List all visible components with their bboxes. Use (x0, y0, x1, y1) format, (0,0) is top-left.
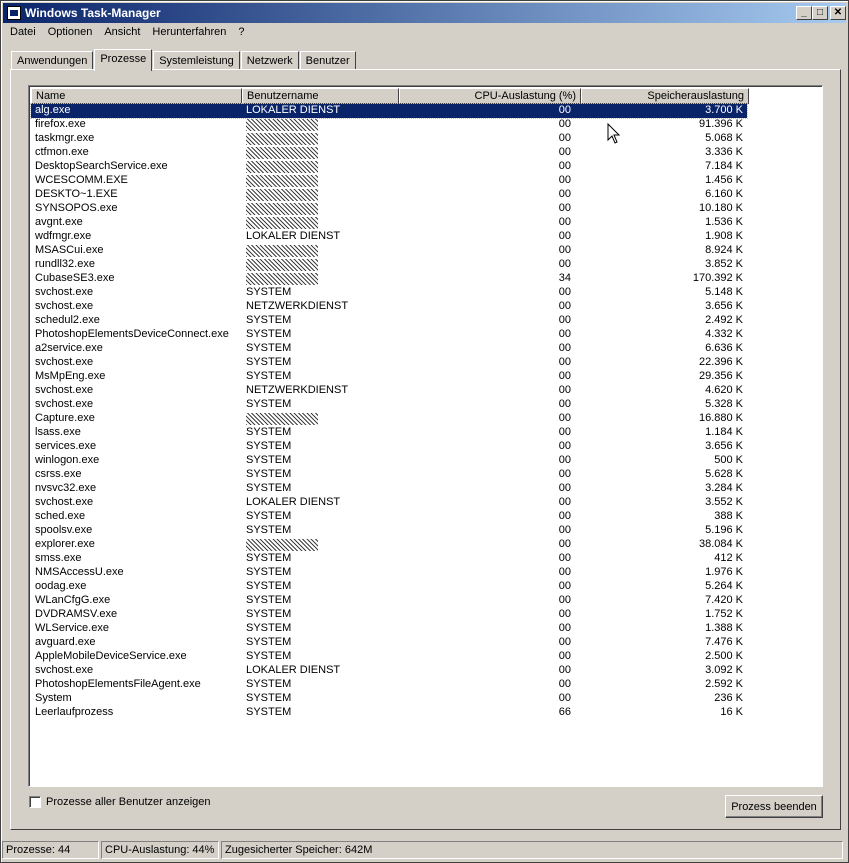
process-cpu: 00 (558, 118, 571, 130)
process-memory: 1.456 K (705, 174, 743, 186)
process-user: SYSTEM (246, 454, 292, 466)
tab-netzwerk[interactable]: Netzwerk (241, 51, 299, 70)
process-user: SYSTEM (246, 524, 292, 536)
process-name: svchost.exe (35, 664, 94, 676)
process-cpu: 00 (558, 608, 571, 620)
process-user: LOKALER DIENST (246, 104, 341, 116)
process-user: SYSTEM (246, 398, 292, 410)
process-user: SYSTEM (246, 706, 292, 718)
process-memory: 2.592 K (705, 678, 743, 690)
menu-bar (4, 25, 251, 42)
process-cpu: 34 (558, 272, 571, 284)
process-memory: 2.500 K (705, 650, 743, 662)
process-name: svchost.exe (35, 496, 94, 508)
process-cpu: 00 (558, 650, 571, 662)
process-name: PhotoshopElementsDeviceConnect.exe (35, 328, 229, 340)
process-name: smss.exe (35, 552, 82, 564)
process-user: SYSTEM (246, 636, 292, 648)
process-user: SYSTEM (246, 482, 292, 494)
process-cpu: 00 (558, 384, 571, 396)
process-memory: 6.636 K (705, 342, 743, 354)
app-icon (7, 6, 21, 20)
process-name: PhotoshopElementsFileAgent.exe (35, 678, 201, 690)
process-cpu: 00 (558, 510, 571, 522)
status-cpu-usage: CPU-Auslastung: 44% (101, 841, 219, 859)
process-name: AppleMobileDeviceService.exe (35, 650, 187, 662)
process-cpu: 00 (558, 692, 571, 704)
process-memory: 3.700 K (705, 104, 743, 116)
process-memory: 1.184 K (705, 426, 743, 438)
process-name: csrss.exe (35, 468, 82, 480)
process-memory: 388 K (714, 510, 743, 522)
process-user: SYSTEM (246, 426, 292, 438)
process-cpu: 00 (558, 426, 571, 438)
process-memory: 170.392 K (692, 272, 743, 284)
process-user: SYSTEM (246, 370, 292, 382)
processes-panel (10, 69, 841, 830)
process-memory: 1.976 K (705, 566, 743, 578)
process-memory: 8.924 K (705, 244, 743, 256)
close-button[interactable]: ✕ (830, 6, 846, 20)
process-user: SYSTEM (246, 314, 292, 326)
process-name: DVDRAMSV.exe (35, 608, 118, 620)
process-name: nvsvc32.exe (35, 482, 97, 494)
process-memory: 6.160 K (705, 188, 743, 200)
tab-systemleistung[interactable]: Systemleistung (153, 51, 240, 70)
process-cpu: 00 (558, 412, 571, 424)
process-cpu: 00 (558, 174, 571, 186)
process-name: ctfmon.exe (35, 146, 89, 158)
process-name: sched.exe (35, 510, 86, 522)
column-header-memory[interactable]: Speicherauslastung (581, 88, 749, 104)
process-user: LOKALER DIENST (246, 496, 341, 508)
process-user: SYSTEM (246, 510, 292, 522)
process-memory: 1.536 K (705, 216, 743, 228)
process-cpu: 00 (558, 314, 571, 326)
process-name: a2service.exe (35, 342, 103, 354)
status-bar (2, 841, 845, 860)
process-cpu: 00 (558, 538, 571, 550)
process-cpu: 00 (558, 454, 571, 466)
process-name: avguard.exe (35, 636, 96, 648)
process-cpu: 00 (558, 440, 571, 452)
window-title: Windows Task-Manager (25, 6, 161, 20)
process-memory: 3.336 K (705, 146, 743, 158)
process-name: NMSAccessU.exe (35, 566, 124, 578)
process-memory: 4.332 K (705, 328, 743, 340)
process-memory: 5.196 K (705, 524, 743, 536)
process-cpu: 00 (558, 678, 571, 690)
process-memory: 7.420 K (705, 594, 743, 606)
process-cpu: 00 (558, 216, 571, 228)
process-memory: 3.092 K (705, 664, 743, 676)
tab-strip (11, 49, 357, 69)
process-user: SYSTEM (246, 286, 292, 298)
show-all-users-label: Prozesse aller Benutzer anzeigen (46, 796, 211, 808)
process-memory: 3.852 K (705, 258, 743, 270)
process-user: SYSTEM (246, 342, 292, 354)
process-cpu: 00 (558, 328, 571, 340)
process-name: services.exe (35, 440, 97, 452)
process-memory: 1.752 K (705, 608, 743, 620)
process-memory: 3.552 K (705, 496, 743, 508)
process-cpu: 00 (558, 496, 571, 508)
process-name: System (35, 692, 72, 704)
process-cpu: 00 (558, 230, 571, 242)
process-user: LOKALER DIENST (246, 664, 341, 676)
column-header-cpu[interactable]: CPU-Auslastung (%) (399, 88, 581, 104)
process-user: SYSTEM (246, 468, 292, 480)
process-cpu: 00 (558, 132, 571, 144)
process-cpu: 66 (558, 706, 571, 718)
process-name: DesktopSearchService.exe (35, 160, 168, 172)
process-user: SYSTEM (246, 608, 292, 620)
process-memory: 4.620 K (705, 384, 743, 396)
process-user: SYSTEM (246, 692, 292, 704)
menu-datei[interactable]: Datei (10, 26, 36, 38)
process-cpu: 00 (558, 104, 571, 116)
process-cpu: 00 (558, 146, 571, 158)
process-memory: 38.084 K (698, 538, 743, 550)
process-user: SYSTEM (246, 594, 292, 606)
title-bar[interactable] (3, 3, 846, 23)
process-cpu: 00 (558, 524, 571, 536)
process-name: svchost.exe (35, 398, 94, 410)
tab-anwendungen[interactable]: Anwendungen (11, 51, 93, 70)
process-cpu: 00 (558, 580, 571, 592)
process-cpu: 00 (558, 482, 571, 494)
process-memory: 1.908 K (705, 230, 743, 242)
process-memory: 16 K (720, 706, 743, 718)
process-user: SYSTEM (246, 622, 292, 634)
process-cpu: 00 (558, 244, 571, 256)
process-cpu: 00 (558, 566, 571, 578)
process-memory: 412 K (714, 552, 743, 564)
process-memory: 236 K (714, 692, 743, 704)
column-header-name[interactable]: Name (31, 88, 242, 104)
process-name: wdfmgr.exe (35, 230, 92, 242)
process-memory: 5.148 K (705, 286, 743, 298)
process-name: DESKTO~1.EXE (35, 188, 118, 200)
process-cpu: 00 (558, 398, 571, 410)
end-process-button[interactable]: Prozess beenden (725, 795, 823, 818)
process-name: WLanCfgG.exe (35, 594, 111, 606)
process-memory: 3.656 K (705, 300, 743, 312)
process-name: oodag.exe (35, 580, 87, 592)
process-cpu: 00 (558, 636, 571, 648)
process-cpu: 00 (558, 370, 571, 382)
process-cpu: 00 (558, 300, 571, 312)
process-name: spoolsv.exe (35, 524, 93, 536)
process-memory: 91.396 K (698, 118, 743, 130)
tab-prozesse[interactable]: Prozesse (94, 49, 152, 71)
process-cpu: 00 (558, 594, 571, 606)
process-name: firefox.exe (35, 118, 86, 130)
process-cpu: 00 (558, 188, 571, 200)
process-memory: 22.396 K (698, 356, 743, 368)
process-cpu: 00 (558, 202, 571, 214)
process-name: lsass.exe (35, 426, 81, 438)
process-name: MSASCui.exe (35, 244, 104, 256)
process-memory: 10.180 K (698, 202, 743, 214)
process-cpu: 00 (558, 342, 571, 354)
maximize-button[interactable]: □ (812, 6, 828, 20)
process-user: NETZWERKDIENST (246, 300, 349, 312)
process-cpu: 00 (558, 468, 571, 480)
process-name: winlogon.exe (35, 454, 100, 466)
process-name: MsMpEng.exe (35, 370, 106, 382)
process-name: schedul2.exe (35, 314, 100, 326)
process-name: SYNSOPOS.exe (35, 202, 118, 214)
process-user: SYSTEM (246, 552, 292, 564)
process-name: WLService.exe (35, 622, 109, 634)
process-memory: 3.284 K (705, 482, 743, 494)
process-memory: 3.656 K (705, 440, 743, 452)
menu-herunterfahren[interactable]: Herunterfahren (152, 26, 227, 38)
process-name: rundll32.exe (35, 258, 95, 270)
column-header-user[interactable]: Benutzername (242, 88, 399, 104)
process-name: svchost.exe (35, 300, 94, 312)
process-user: LOKALER DIENST (246, 230, 341, 242)
menu-ansicht[interactable]: Ansicht (104, 26, 141, 38)
process-user: SYSTEM (246, 356, 292, 368)
process-name: svchost.exe (35, 286, 94, 298)
minimize-button[interactable]: _ (796, 6, 812, 20)
process-user: NETZWERKDIENST (246, 384, 349, 396)
process-user: SYSTEM (246, 440, 292, 452)
process-memory: 2.492 K (705, 314, 743, 326)
status-process-count: Prozesse: 44 (2, 841, 99, 859)
process-memory: 29.356 K (698, 370, 743, 382)
process-memory: 5.264 K (705, 580, 743, 592)
process-memory: 500 K (714, 454, 743, 466)
process-user: SYSTEM (246, 580, 292, 592)
process-name: svchost.exe (35, 356, 94, 368)
process-memory: 5.068 K (705, 132, 743, 144)
process-cpu: 00 (558, 622, 571, 634)
process-user: SYSTEM (246, 566, 292, 578)
process-user: SYSTEM (246, 678, 292, 690)
process-name: Capture.exe (35, 412, 95, 424)
process-cpu: 00 (558, 552, 571, 564)
process-memory: 5.628 K (705, 468, 743, 480)
process-cpu: 00 (558, 160, 571, 172)
status-committed-memory: Zugesicherter Speicher: 642M (221, 841, 843, 859)
process-memory: 7.476 K (705, 636, 743, 648)
process-cpu: 00 (558, 664, 571, 676)
process-user: SYSTEM (246, 650, 292, 662)
process-name: CubaseSE3.exe (35, 272, 115, 284)
menu-help[interactable]: ? (238, 26, 245, 38)
process-name: taskmgr.exe (35, 132, 95, 144)
process-memory: 16.880 K (698, 412, 743, 424)
process-name: alg.exe (35, 104, 71, 116)
process-name: Leerlaufprozess (35, 706, 114, 718)
process-memory: 7.184 K (705, 160, 743, 172)
process-name: explorer.exe (35, 538, 95, 550)
process-name: svchost.exe (35, 384, 94, 396)
process-name: WCESCOMM.EXE (35, 174, 128, 186)
menu-optionen[interactable]: Optionen (47, 26, 93, 38)
process-name: avgnt.exe (35, 216, 83, 228)
process-memory: 1.388 K (705, 622, 743, 634)
process-cpu: 00 (558, 286, 571, 298)
process-cpu: 00 (558, 356, 571, 368)
process-cpu: 00 (558, 258, 571, 270)
tab-benutzer[interactable]: Benutzer (300, 51, 356, 70)
process-user: SYSTEM (246, 328, 292, 340)
process-memory: 5.328 K (705, 398, 743, 410)
